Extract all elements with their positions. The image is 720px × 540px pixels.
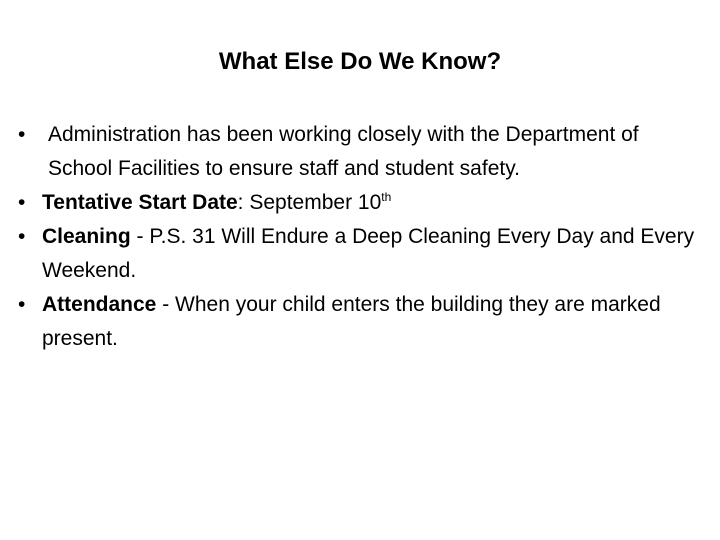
bullet-term: Attendance (42, 293, 157, 316)
bullet-text: Administration has been working closely with the Department of School Facilities to ensure staff and student safety. (48, 123, 639, 180)
bullet-item-administration (18, 118, 708, 186)
bullet-item-attendance (18, 288, 708, 356)
bullet-icon: • (18, 123, 26, 146)
bullet-text: When your child enters the building they are marked present. (42, 293, 661, 350)
bullet-term: Tentative Start Date (42, 191, 238, 214)
date-superscript: th (381, 190, 392, 204)
bullet-icon: • (18, 191, 26, 214)
bullet-text: September 10 (249, 191, 382, 214)
bullet-text: P.S. 31 Will Endure a Deep Cleaning Every Day and Every Weekend. (42, 225, 695, 282)
bullet-separator: - (156, 293, 176, 316)
bullet-separator: - (130, 225, 150, 248)
bullet-list (18, 118, 708, 356)
bullet-item-cleaning (18, 220, 708, 288)
slide-title: What Else Do We Know? (218, 48, 502, 75)
bullet-separator: : (237, 191, 250, 214)
bullet-icon: • (18, 225, 26, 248)
bullet-term: Cleaning (42, 225, 131, 248)
bullet-item-start-date (18, 186, 708, 220)
bullet-icon: • (18, 293, 26, 316)
